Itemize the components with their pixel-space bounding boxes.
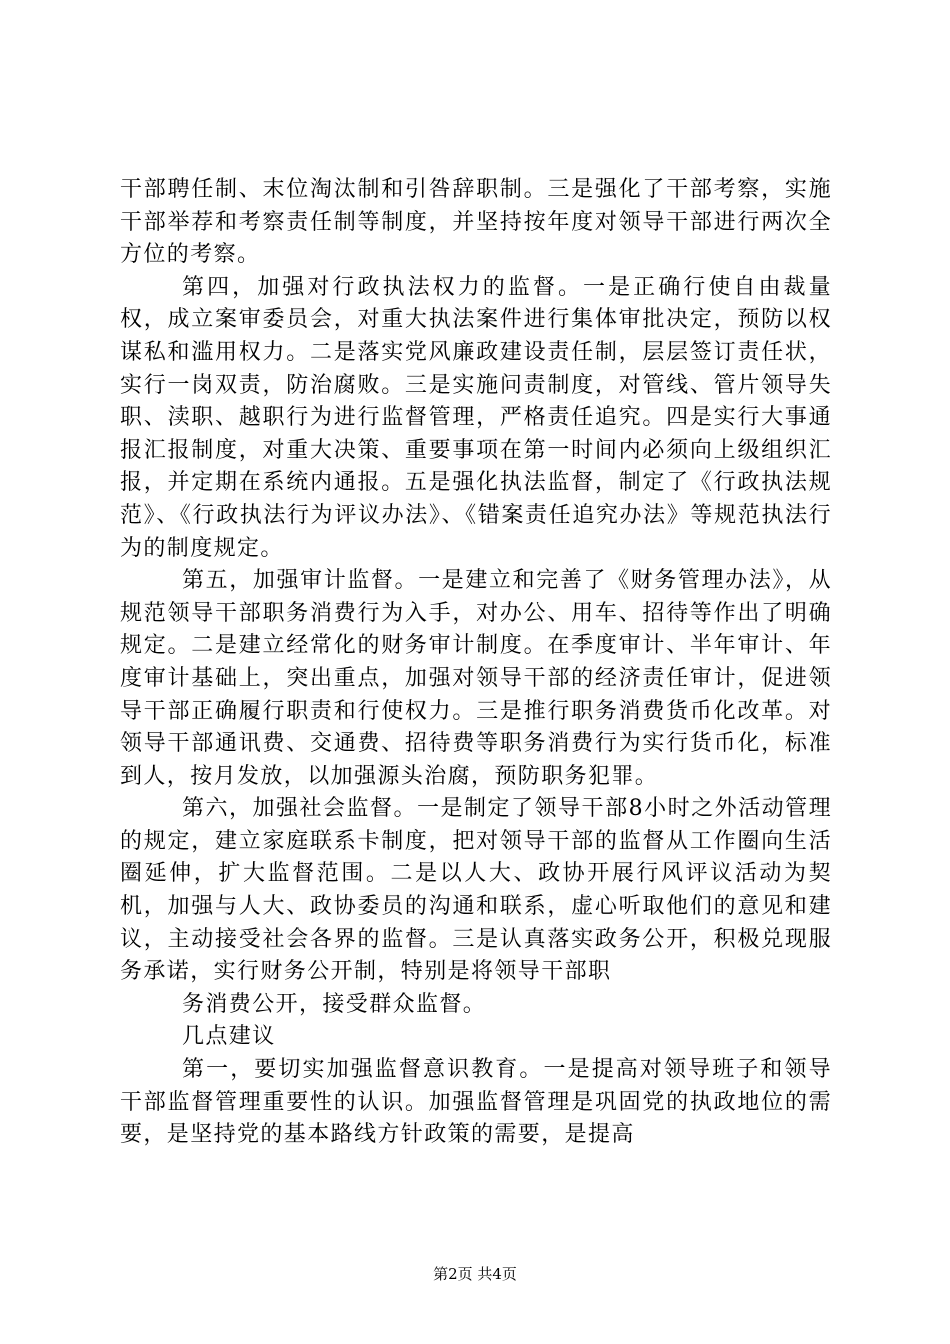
paragraph-cadre-system: 干部聘任制、末位淘汰制和引咎辞职制。三是强化了干部考察，实施干部举荐和考察责任制等制度，并坚持按年度对领导干部进行两次全方位的考察。 [120, 177, 832, 268]
paragraph-supervision-awareness: 第一，要切实加强监督意识教育。一是提高对领导班子和领导干部监督管理重要性的认识。加强监督管理是巩固党的执政地位的需要，是坚持党的基本路线方针政策的需要，是提高 [120, 1057, 832, 1148]
body-text [120, 174, 832, 1152]
section-heading-suggestions: 几点建议 [182, 1024, 276, 1050]
paragraph-law-enforcement-supervision: 第四，加强对行政执法权力的监督。一是正确行使自由裁量权，成立案审委员会，对重大执法案件进行集体审批决定，预防以权谋私和滥用权力。二是落实党风廉政建设责任制，层层签订责任状，实行一岗双责，防治腐败。三是实施问责制度，对管线、管片领导失职、渎职、越职行为进行监督管理，严格责任追究。四是实行大事通报汇报制度，对重大决策、重要事项在第一时间内必须向上级组织汇报，并定期在系统内通报。五是强化执法监督，制定了《行政执法规范》、《行政执法行为评议办法》、《错案责任追究办法》等规范执法行为的制度规定。 [120, 274, 832, 561]
page-footer: 第2页 共4页 [433, 1265, 517, 1283]
paragraph-social-supervision: 第六，加强社会监督。一是制定了领导干部8小时之外活动管理的规定，建立家庭联系卡制度，把对领导干部的监督从工作圈向生活圈延伸，扩大监督范围。二是以人大、政协开展行风评议活动为契机，加强与人大、政协委员的沟通和联系，虚心听取他们的意见和建议，主动接受社会各界的监督。三是认真落实政务公开，积极兑现服务承诺，实行财务公开制，特别是将领导干部职 [120, 796, 832, 985]
paragraph-consumption-disclosure: 务消费公开，接受群众监督。 [182, 991, 487, 1017]
paragraph-audit-supervision: 第五，加强审计监督。一是建立和完善了《财务管理办法》，从规范领导干部职务消费行为入手，对办公、用车、招待等作出了明确规定。二是建立经常化的财务审计制度。在季度审计、半年审计、年度审计基础上，突出重点，加强对领导干部的经济责任审计，促进领导干部正确履行职责和行使权力。三是推行职务消费货币化改革。对领导干部通讯费、交通费、招待费等职务消费行为实行货币化，标准到人，按月发放，以加强源头治腐，预防职务犯罪。 [120, 568, 832, 789]
